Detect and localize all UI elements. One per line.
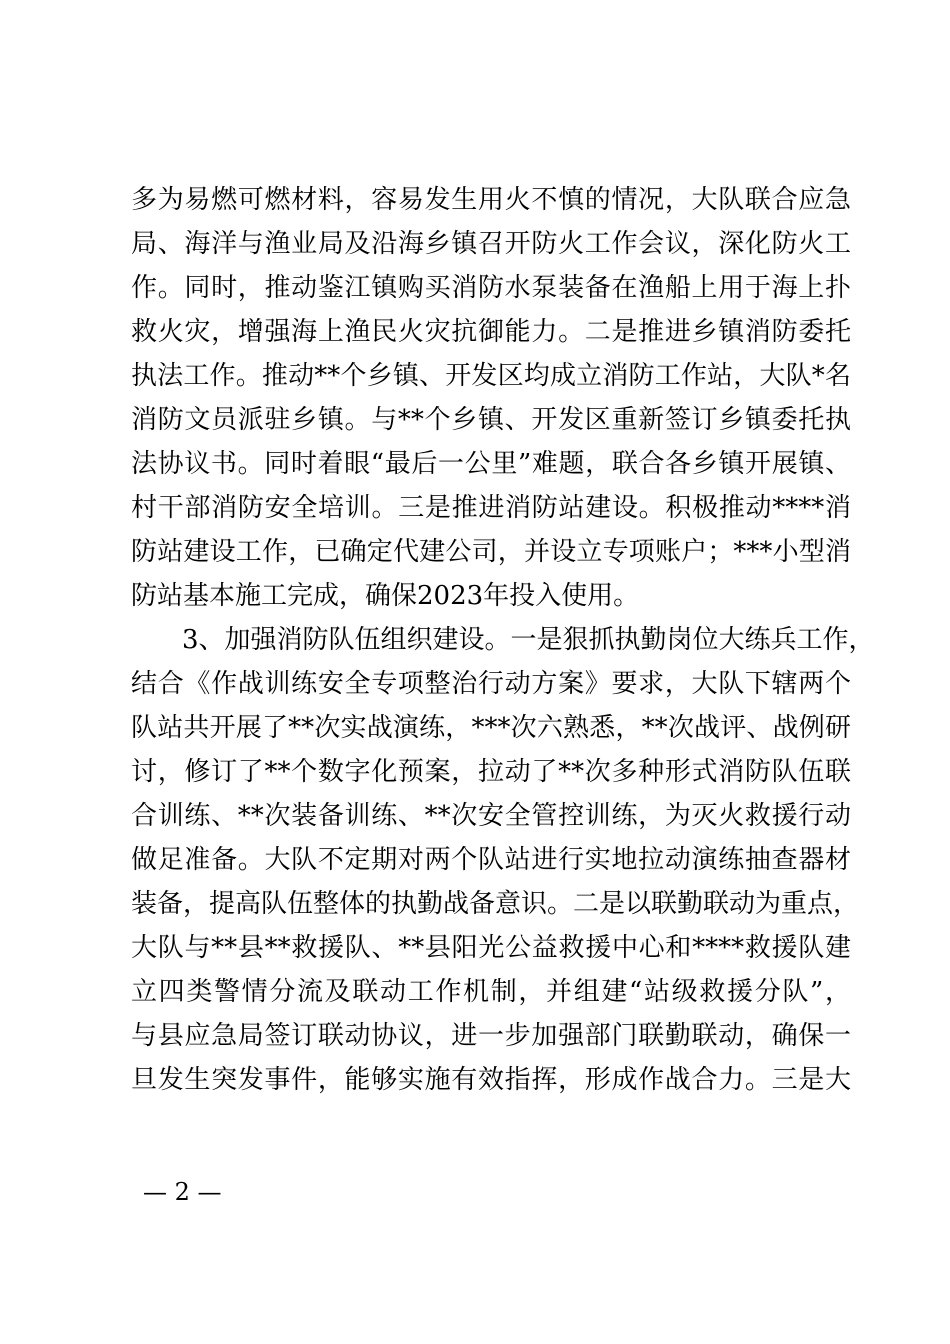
- page-number: — 2 —: [143, 1178, 222, 1206]
- text-line: 与县应急局签订联动协议，进一步加强部门联勤联动，确保一: [131, 1021, 851, 1051]
- text-line: 讨，修订了**个数字化预案，拉动了**次多种形式消防队伍联: [131, 757, 851, 787]
- text-line: 大队与**县**救援队、**县阳光公益救援中心和****救援队建: [131, 933, 851, 963]
- text-line: 3、加强消防队伍组织建设。一是狠抓执勤岗位大练兵工作，: [182, 625, 875, 655]
- text-line: 防站基本施工完成，确保2023年投入使用。: [131, 581, 640, 611]
- text-line: 旦发生突发事件，能够实施有效指挥，形成作战合力。三是大: [131, 1065, 851, 1095]
- text-line: 多为易燃可燃材料，容易发生用火不慎的情况，大队联合应急: [131, 185, 851, 215]
- text-line: 救火灾，增强海上渔民火灾抗御能力。二是推进乡镇消防委托: [131, 317, 851, 347]
- text-line: 法协议书。同时着眼“最后一公里”难题，联合各乡镇开展镇、: [131, 449, 851, 479]
- text-line: 执法工作。推动**个乡镇、开发区均成立消防工作站，大队*名: [131, 361, 851, 391]
- text-line: 村干部消防安全培训。三是推进消防站建设。积极推动****消: [131, 493, 851, 523]
- text-line: 局、海洋与渔业局及沿海乡镇召开防火工作会议，深化防火工: [131, 229, 851, 259]
- text-line: 做足准备。大队不定期对两个队站进行实地拉动演练抽查器材: [131, 845, 851, 875]
- text-line: 结合《作战训练安全专项整治行动方案》要求，大队下辖两个: [131, 669, 851, 699]
- text-line: 队站共开展了**次实战演练，***次六熟悉，**次战评、战例研: [131, 713, 851, 743]
- text-line: 立四类警情分流及联动工作机制，并组建“站级救援分队”，: [131, 977, 851, 1007]
- text-line: 作。同时，推动鉴江镇购买消防水泵装备在渔船上用于海上扑: [131, 273, 851, 303]
- text-line: 防站建设工作，已确定代建公司，并设立专项账户；***小型消: [131, 537, 851, 567]
- text-line: 合训练、**次装备训练、**次安全管控训练，为灭火救援行动: [131, 801, 851, 831]
- text-line: 装备，提高队伍整体的执勤战备意识。二是以联勤联动为重点，: [131, 889, 860, 919]
- text-line: 消防文员派驻乡镇。与**个乡镇、开发区重新签订乡镇委托执: [131, 405, 851, 435]
